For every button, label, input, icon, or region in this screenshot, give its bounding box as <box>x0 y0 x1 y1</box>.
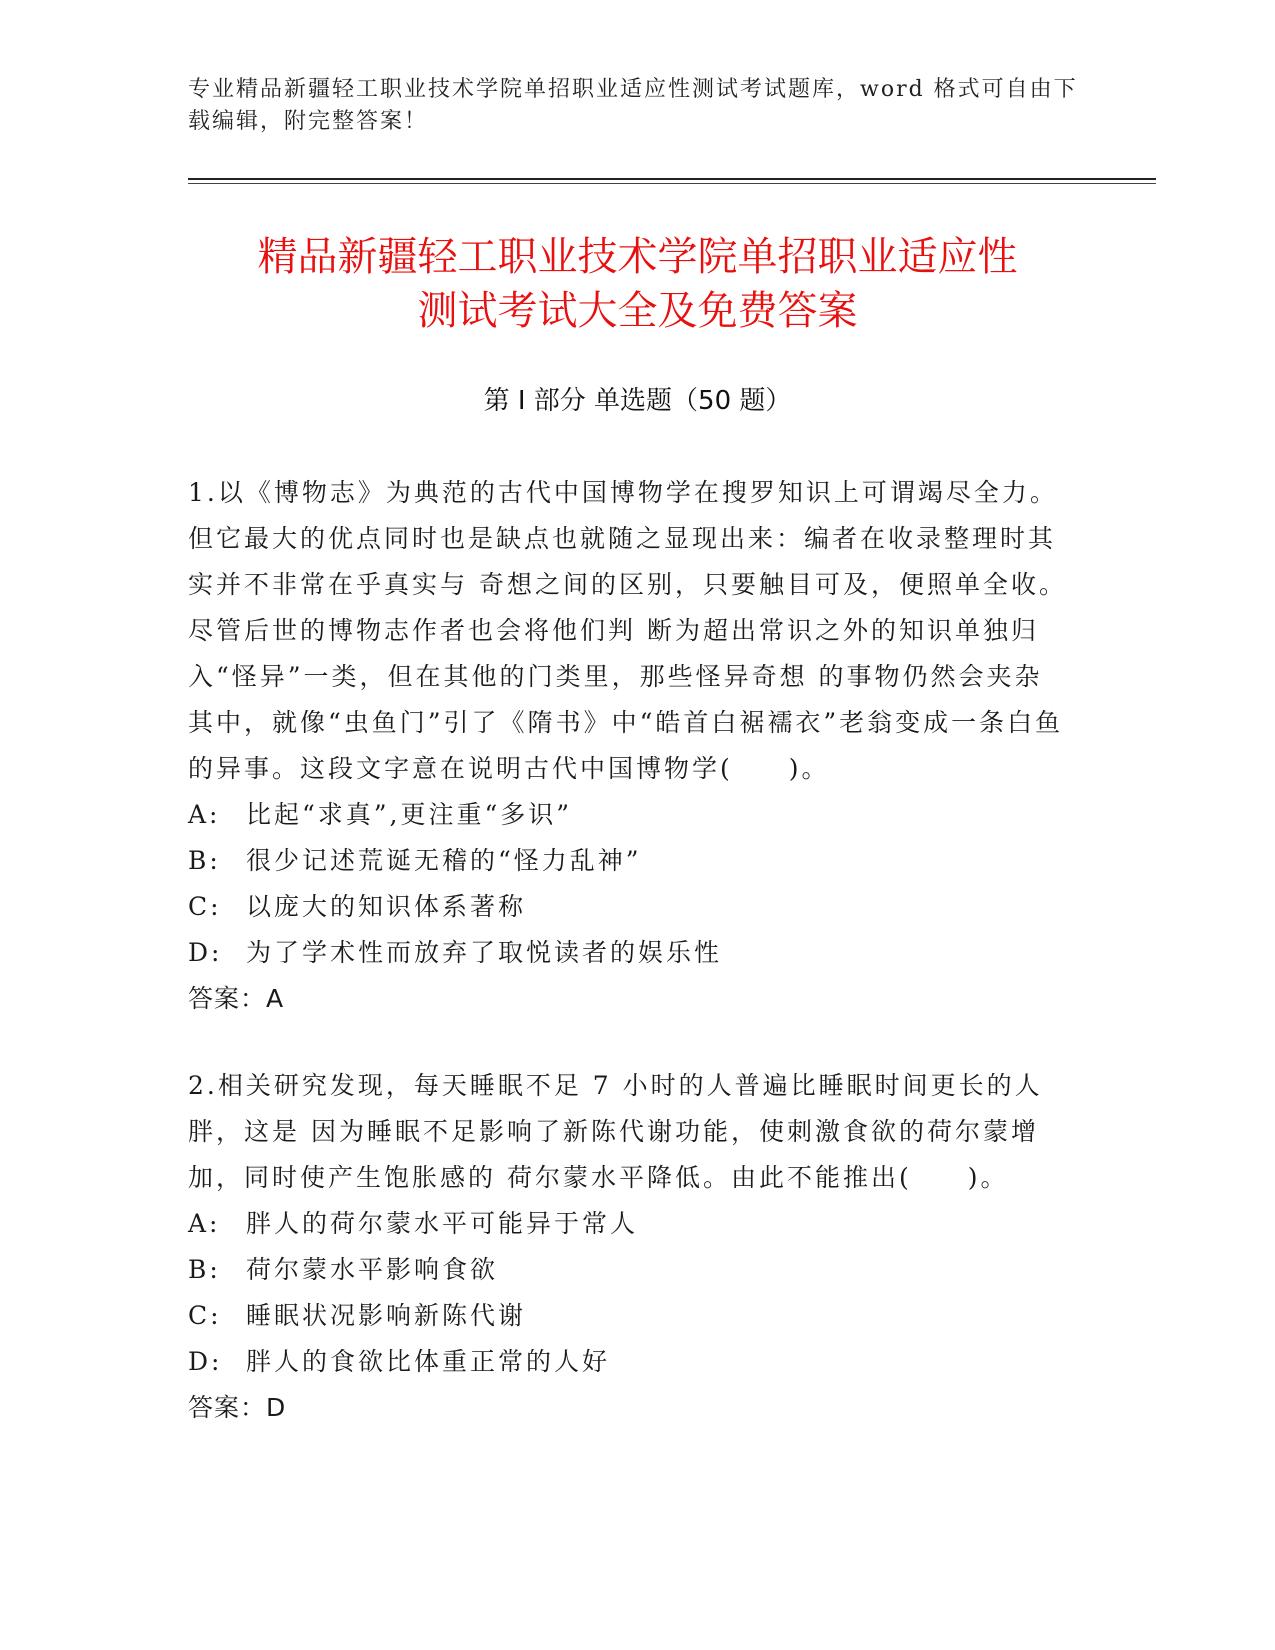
option-b <box>188 1247 1068 1293</box>
option-a <box>188 1201 1068 1247</box>
question-block <box>188 1063 1068 1431</box>
option-d <box>188 1339 1068 1385</box>
answer-line: 答案：D <box>188 1393 287 1422</box>
option-letter: C: <box>188 892 222 921</box>
option-letter: D: <box>188 938 223 967</box>
option-letter: B: <box>188 1255 221 1284</box>
section-heading: 第 I 部分 单选题（50 题） <box>483 386 792 416</box>
header-divider-thick <box>188 178 1156 180</box>
header-divider-thin <box>188 183 1156 184</box>
option-text: 荷尔蒙水平影响食欲 <box>246 1255 499 1284</box>
document-title <box>150 230 1125 338</box>
document-title-line-2: 测试考试大全及免费答案 <box>417 288 858 334</box>
option-letter: C: <box>188 1301 222 1330</box>
question-block <box>188 470 1068 1022</box>
option-d <box>188 930 1068 976</box>
option-c <box>188 884 1068 930</box>
option-letter: D: <box>188 1347 223 1376</box>
answer-line: 答案：A <box>188 984 285 1013</box>
option-a <box>188 792 1068 838</box>
option-text: 为了学术性而放弃了取悦读者的娱乐性 <box>246 938 723 967</box>
question-stem: 2.相关研究发现，每天睡眠不足 7 小时的人普遍比睡眠时间更长的人胖，这是 因为睡眠不足影响了新陈代谢功能，使刺激食欲的荷尔蒙增加，同时使产生饱胀感的 荷尔蒙水平降低。由此不能推出( )。 <box>188 1071 1043 1192</box>
header-note: 专业精品新疆轻工职业技术学院单招职业适应性测试考试题库，word 格式可自由下载编辑，附完整答案！ <box>188 77 1078 134</box>
option-letter: A: <box>188 800 221 829</box>
option-text: 比起“求真”,更注重“多识” <box>246 800 573 829</box>
option-text: 睡眠状况影响新陈代谢 <box>246 1301 527 1330</box>
option-c <box>188 1293 1068 1339</box>
option-letter: A: <box>188 1209 221 1238</box>
option-text: 以庞大的知识体系著称 <box>246 892 527 921</box>
question-stem: 1.以《博物志》为典范的古代中国博物学在搜罗知识上可谓竭尽全力。但它最大的优点同时也是缺点也就随之显现出来：编者在收录整理时其实并不非常在乎真实与 奇想之间的区别，只要触目可及，便照单全收。尽管后世的博物志作者也会将他们判 断为超出常识之外的知识单独归入“怪异”一类，但在其他的门类里，那些怪异奇想 的事物仍然会夹杂其中，就像“虫鱼门”引了《隋书》中“皓首白裾襦衣”老翁变成一条白鱼的异事。这段文字意在说明古代中国博物学( )。 <box>188 478 1067 783</box>
option-text: 胖人的食欲比体重正常的人好 <box>246 1347 611 1376</box>
option-letter: B: <box>188 846 221 875</box>
document-title-line-1: 精品新疆轻工职业技术学院单招职业适应性 <box>257 234 1018 280</box>
option-b <box>188 838 1068 884</box>
option-text: 胖人的荷尔蒙水平可能异于常人 <box>246 1209 639 1238</box>
option-text: 很少记述荒诞无稽的“怪力乱神” <box>246 846 642 875</box>
